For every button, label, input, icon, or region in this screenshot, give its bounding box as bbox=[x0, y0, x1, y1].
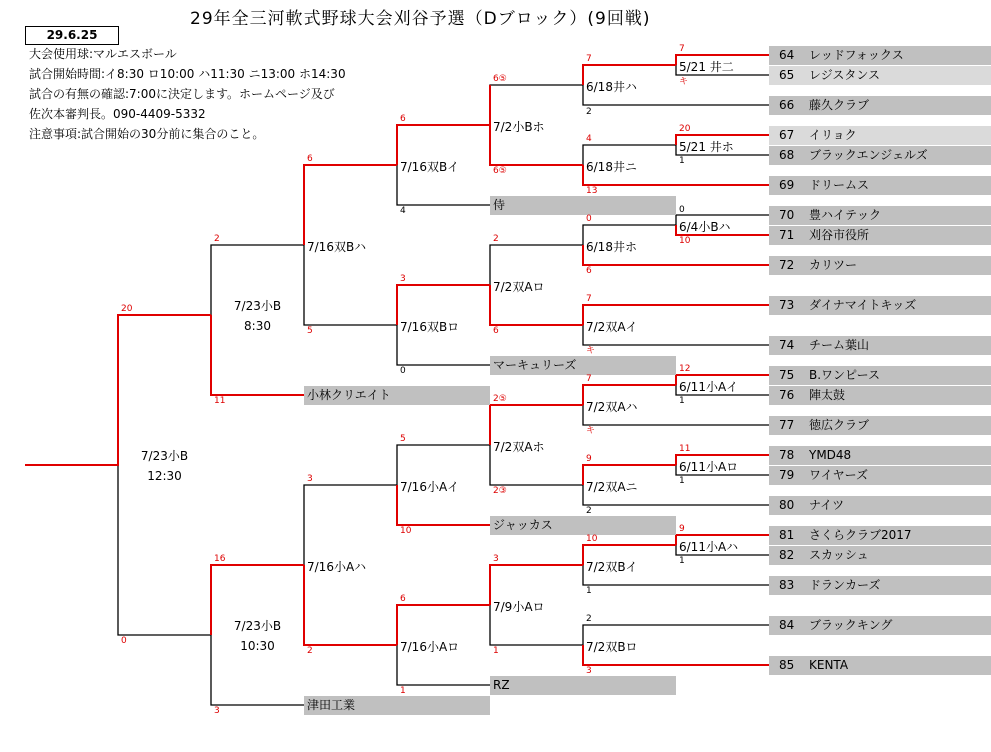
score: 9 bbox=[679, 524, 685, 534]
team-row: 77 徳広クラブ bbox=[769, 416, 991, 435]
team-row: 71 刈谷市役所 bbox=[769, 226, 991, 245]
match-label: 7/2双Aハ bbox=[586, 400, 638, 414]
win-r5-2 bbox=[304, 565, 397, 645]
score: 0 bbox=[400, 366, 406, 376]
score: 6 bbox=[586, 266, 592, 276]
team-row: 83 ドランカーズ bbox=[769, 576, 991, 595]
eliminated-team: RZ bbox=[490, 676, 676, 695]
team-row: 85 KENTA bbox=[769, 656, 991, 675]
match-label: 6/18井ホ bbox=[586, 240, 637, 254]
team-row: 84 ブラックキング bbox=[769, 616, 991, 635]
score: 3 bbox=[400, 274, 406, 284]
score: 7 bbox=[586, 54, 592, 64]
score: 1 bbox=[586, 586, 592, 596]
score: 1 bbox=[679, 156, 685, 166]
score: 2③ bbox=[493, 486, 507, 496]
match-label: 6/18井ニ bbox=[586, 160, 637, 174]
team-row: 75 B.ワンピース bbox=[769, 366, 991, 385]
score: 11 bbox=[214, 396, 226, 406]
team-row: 69 ドリームス bbox=[769, 176, 991, 195]
info-line-times: 試合開始時間:イ8:30 ロ10:00 ハ11:30 ニ13:00 ホ14:30 bbox=[29, 67, 346, 81]
score: 5 bbox=[307, 326, 313, 336]
team-row: 64 レッドフォックス bbox=[769, 46, 991, 65]
score: 3 bbox=[493, 554, 499, 564]
score: 7 bbox=[586, 374, 592, 384]
eliminated-team: マーキュリーズ bbox=[490, 356, 676, 375]
team-row: 67 イリョク bbox=[769, 126, 991, 145]
score: 7 bbox=[586, 294, 592, 304]
score: 4 bbox=[586, 134, 592, 144]
final-time: 12:30 bbox=[147, 469, 182, 483]
score: 6 bbox=[400, 594, 406, 604]
win-final bbox=[25, 315, 211, 465]
score: 1 bbox=[679, 556, 685, 566]
score: 2 bbox=[586, 107, 592, 117]
match-label: 7/16双Bハ bbox=[307, 240, 367, 254]
score: 10 bbox=[679, 236, 691, 246]
team-row: 79 ワイヤーズ bbox=[769, 466, 991, 485]
score: 2 bbox=[307, 646, 313, 656]
match-label: 7/2双Aイ bbox=[586, 320, 638, 334]
score: 0 bbox=[121, 636, 127, 646]
score: 2 bbox=[493, 234, 499, 244]
score: 2⑤ bbox=[493, 394, 507, 404]
match-label: 6/4小Bハ bbox=[679, 220, 731, 234]
eliminated-team: ジャッカス bbox=[490, 516, 676, 535]
eliminated-team: 侍 bbox=[490, 196, 676, 215]
info-line-confirm: 試合の有無の確認:7:00に決定します。ホームページ及び bbox=[29, 87, 335, 101]
info-line-ball: 大会使用球:マルエスボール bbox=[29, 47, 177, 61]
eliminated-team: 津田工業 bbox=[304, 696, 490, 715]
score: 6 bbox=[493, 326, 499, 336]
team-row: 65 レジスタンス bbox=[769, 66, 991, 85]
page-title: 29年全三河軟式野球大会刈谷予選（Dブロック）(9回戦) bbox=[190, 9, 651, 29]
team-row: 76 陣太鼓 bbox=[769, 386, 991, 405]
match-label: 6/11小Aロ bbox=[679, 460, 739, 474]
score: 16 bbox=[214, 554, 226, 564]
score: 13 bbox=[586, 186, 598, 196]
team-row: 72 カリツー bbox=[769, 256, 991, 275]
score: 5 bbox=[400, 434, 406, 444]
score: 4 bbox=[400, 206, 406, 216]
score: 1 bbox=[493, 646, 499, 656]
match-time: 10:30 bbox=[240, 639, 275, 653]
win-r5-1 bbox=[304, 165, 397, 245]
score: 12 bbox=[679, 364, 691, 374]
info-line-umpire: 佐次本審判長。090-4409-5332 bbox=[29, 107, 206, 121]
eliminated-team: 小林クリエイト bbox=[304, 386, 490, 405]
match-label: 7/16小Aハ bbox=[307, 560, 367, 574]
team-row: 81 さくらクラブ2017 bbox=[769, 526, 991, 545]
score: キ bbox=[586, 426, 596, 436]
score: 6⑤ bbox=[493, 74, 507, 84]
score: 2 bbox=[586, 506, 592, 516]
score: キ bbox=[679, 77, 689, 87]
match-label: 7/16小Aイ bbox=[400, 480, 460, 494]
info-line-notice: 注意事項:試合開始の30分前に集合のこと。 bbox=[29, 127, 265, 141]
team-row: 80 ナイツ bbox=[769, 496, 991, 515]
match-label: 7/23小B bbox=[233, 299, 282, 313]
team-row: 78 YMD48 bbox=[769, 446, 991, 465]
date-box: 29.6.25 bbox=[25, 26, 119, 45]
score: 1 bbox=[400, 686, 406, 696]
match-label: 7/16双Bイ bbox=[400, 160, 460, 174]
score: 2 bbox=[214, 234, 220, 244]
match-label: 7/2双Aロ bbox=[493, 280, 545, 294]
score: 2 bbox=[586, 614, 592, 624]
team-row: 74 チーム葉山 bbox=[769, 336, 991, 355]
team-row: 70 豊ハイテック bbox=[769, 206, 991, 225]
score: 6⑤ bbox=[493, 166, 507, 176]
match-label: 6/11小Aハ bbox=[679, 540, 739, 554]
score: 3 bbox=[307, 474, 313, 484]
match-label: 7/9小Aロ bbox=[493, 600, 545, 614]
match-label: 7/2双Bイ bbox=[586, 560, 638, 574]
team-row: 82 スカッシュ bbox=[769, 546, 991, 565]
final-label: 7/23小B bbox=[140, 449, 189, 463]
match-label: 5/21 井ホ bbox=[679, 140, 734, 154]
score: 11 bbox=[679, 444, 691, 454]
score: 3 bbox=[586, 666, 592, 676]
score: 20 bbox=[679, 124, 691, 134]
score: 6 bbox=[400, 114, 406, 124]
line-r6-2 bbox=[211, 565, 304, 705]
match-time: 8:30 bbox=[244, 319, 271, 333]
score: 7 bbox=[679, 44, 685, 54]
score: 10 bbox=[400, 526, 412, 536]
match-label: 6/18井ハ bbox=[586, 80, 637, 94]
score: 1 bbox=[679, 476, 685, 486]
score: キ bbox=[586, 346, 596, 356]
match-label: 7/16双Bロ bbox=[400, 320, 460, 334]
score: 0 bbox=[679, 205, 685, 215]
match-label: 7/2小Bホ bbox=[493, 120, 545, 134]
match-label: 7/2双Aニ bbox=[586, 480, 638, 494]
score: 10 bbox=[586, 534, 598, 544]
team-row: 68 ブラックエンジェルズ bbox=[769, 146, 991, 165]
team-row: 73 ダイナマイトキッズ bbox=[769, 296, 991, 315]
match-label: 7/2双Bロ bbox=[586, 640, 638, 654]
match-label: 7/23小B bbox=[233, 619, 282, 633]
score: 20 bbox=[121, 304, 133, 314]
match-label: 7/16小Aロ bbox=[400, 640, 460, 654]
score: 9 bbox=[586, 454, 592, 464]
match-label: 5/21 井二 bbox=[679, 60, 734, 74]
match-label: 7/2双Aホ bbox=[493, 440, 545, 454]
score: 0 bbox=[586, 214, 592, 224]
score: 6 bbox=[307, 154, 313, 164]
match-label: 6/11小Aイ bbox=[679, 380, 739, 394]
score: 1 bbox=[679, 396, 685, 406]
score: 3 bbox=[214, 706, 220, 716]
team-row: 66 藤久クラブ bbox=[769, 96, 991, 115]
